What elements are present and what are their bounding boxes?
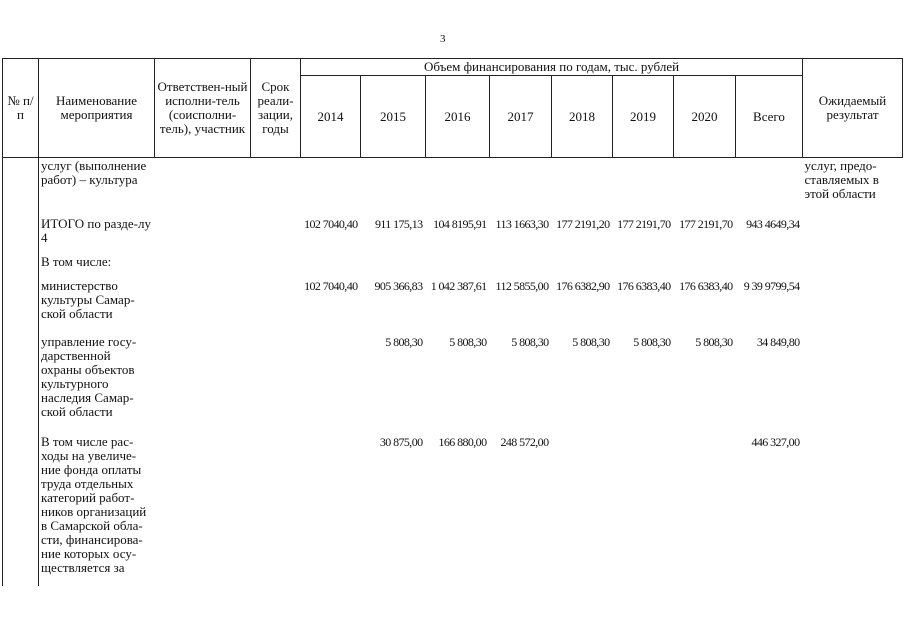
cell-value: 112 5855,00 (495, 278, 549, 293)
cell-value: 102 7040,40 (304, 216, 358, 231)
cell-value: 905 366,83 (374, 278, 423, 293)
cell-value: 102 7040,40 (304, 278, 358, 293)
col-header-year: 2018 (552, 76, 613, 158)
cell-value: 166 880,00 (438, 434, 487, 449)
col-header-year: 2017 (490, 76, 552, 158)
cell-value (552, 434, 613, 586)
row-name: услуг (выполнение работ) – культура (41, 158, 147, 187)
page-number: 3 (440, 33, 446, 45)
cell-value: 911 175,13 (374, 216, 423, 231)
cell-value: 5 808,30 (511, 334, 549, 349)
row-name: министерство культуры Самар-ской области (41, 277, 135, 321)
col-header-funding: Объем финансирования по годам, тыс. рублей (301, 59, 803, 76)
cell-value: 1 042 387,61 (430, 278, 487, 293)
cell-value: 177 2191,70 (617, 216, 671, 231)
cell-value: 248 572,00 (500, 434, 549, 449)
cell-value: 176 6383,40 (617, 278, 671, 293)
cell-value: 177 2191,20 (556, 216, 610, 231)
cell-value: 34 849,80 (756, 334, 800, 349)
cell-value: 9 39 9799,54 (743, 278, 800, 293)
table-row (3, 278, 903, 334)
row-result: услуг, предо-ставляемых в этой области (804, 158, 879, 201)
col-header-term: Срок реали-зации, годы (251, 59, 301, 158)
col-header-year: 2014 (301, 76, 361, 158)
col-header-year: 2019 (613, 76, 674, 158)
col-header-responsible: Ответствен-ный исполни-тель (соисполни-тель), участник (155, 59, 251, 158)
cell-value: 176 6382,90 (556, 278, 610, 293)
col-header-year: 2016 (426, 76, 490, 158)
cell-value: 943 4649,34 (746, 216, 800, 231)
cell-value (674, 434, 736, 586)
cell-value (301, 434, 361, 586)
col-header-name: Наименование мероприятия (39, 59, 155, 158)
cell-value: 5 808,30 (695, 334, 733, 349)
cell-value: 113 1663,30 (495, 216, 549, 231)
cell-value: 30 875,00 (379, 434, 423, 449)
cell-value: 5 808,30 (385, 334, 423, 349)
table-row (3, 334, 903, 434)
cell-value: 177 2191,70 (679, 216, 733, 231)
cell-value (301, 334, 361, 434)
cell-value: 5 808,30 (572, 334, 610, 349)
cell-value: 176 6383,40 (679, 278, 733, 293)
row-name: В том числе: (41, 253, 112, 269)
col-header-year: 2015 (361, 76, 426, 158)
table-row (3, 434, 903, 586)
cell-value: 446 327,00 (751, 434, 800, 449)
col-header-no: № п/п (3, 59, 39, 158)
row-name: В том числе рас-ходы на увеличе-ние фонда оплаты труда отдельных категорий работ-ников организаций в Самарской обла-сти, финансирова-ние которых осу-ществляется за (41, 433, 147, 575)
cell-value: 104 8195,91 (433, 216, 487, 231)
row-name: управление госу-дарственной охраны объектов культурного наследия Самар-ской области (41, 333, 137, 419)
col-header-result: Ожидаемый результат (803, 59, 903, 158)
cell-value (613, 434, 674, 586)
table-row (3, 216, 903, 254)
cell-value: 5 808,30 (633, 334, 671, 349)
table-row (3, 158, 903, 216)
col-header-year: 2020 (674, 76, 736, 158)
table-row (3, 254, 903, 278)
col-header-total: Всего (736, 76, 803, 158)
row-name: ИТОГО по разде-лу 4 (41, 215, 151, 245)
cell-value: 5 808,30 (449, 334, 487, 349)
funding-table (2, 58, 903, 586)
